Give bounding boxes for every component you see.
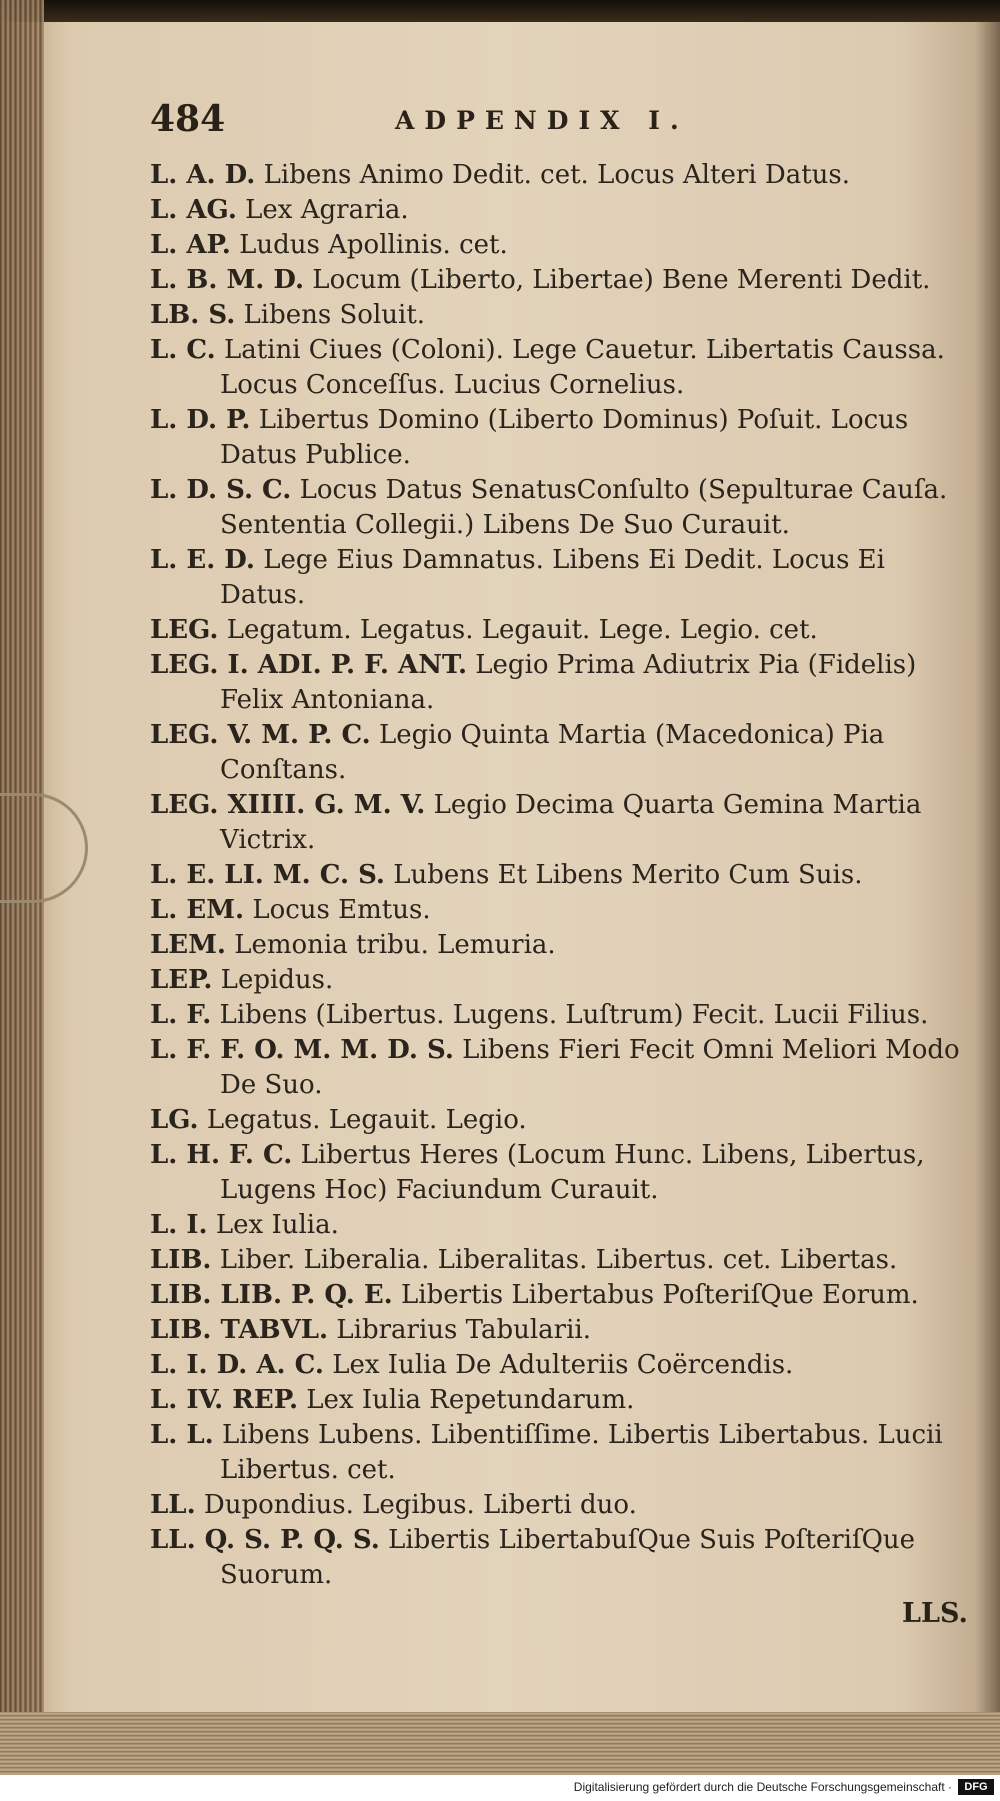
abbreviation-entry bbox=[150, 1313, 970, 1348]
entry-abbreviation: L. D. P. bbox=[150, 405, 251, 435]
entry-expansion: Libens Soluit. bbox=[243, 300, 426, 330]
entry-expansion: Lex Iulia Repetundarum. bbox=[306, 1385, 635, 1415]
entry-abbreviation: L. H. F. C. bbox=[150, 1140, 293, 1170]
abbreviation-entry bbox=[150, 1278, 970, 1313]
abbreviation-entry bbox=[150, 613, 970, 648]
entry-expansion: Librarius Tabularii. bbox=[336, 1315, 591, 1345]
entry-abbreviation: L. L. bbox=[150, 1420, 214, 1450]
entry-abbreviation: LL. bbox=[150, 1490, 196, 1520]
page-top-shadow bbox=[0, 0, 1000, 22]
abbreviation-list bbox=[150, 158, 970, 1593]
abbreviation-entry bbox=[150, 1523, 970, 1593]
entry-abbreviation: LIB. TABVL. bbox=[150, 1315, 329, 1345]
entry-abbreviation: LEG. bbox=[150, 615, 219, 645]
entry-expansion: Libertus Domino (Liberto Dominus) Poſuit. Locus Datus Publice. bbox=[220, 405, 909, 470]
entry-expansion: Lex Iulia. bbox=[215, 1210, 339, 1240]
abbreviation-entry bbox=[150, 298, 970, 333]
entry-expansion: Libertis LibertabuſQue Suis PoſteriſQue Suorum. bbox=[220, 1525, 916, 1590]
abbreviation-entry bbox=[150, 473, 970, 543]
entry-expansion: Lubens Et Libens Merito Cum Suis. bbox=[393, 860, 863, 890]
abbreviation-entry bbox=[150, 963, 970, 998]
abbreviation-entry bbox=[150, 1103, 970, 1138]
abbreviation-entry bbox=[150, 998, 970, 1033]
entry-expansion: Legio Decima Quarta Gemina Martia Victrix. bbox=[220, 790, 922, 855]
abbreviation-entry bbox=[150, 1488, 970, 1523]
entry-abbreviation: L. F. bbox=[150, 1000, 212, 1030]
entry-abbreviation: L. D. S. C. bbox=[150, 475, 292, 505]
abbreviation-entry bbox=[150, 1383, 970, 1418]
abbreviation-entry bbox=[150, 648, 970, 718]
entry-abbreviation: LIB. LIB. P. Q. E. bbox=[150, 1280, 393, 1310]
page-number: 484 bbox=[150, 98, 226, 140]
entry-abbreviation: L. AP. bbox=[150, 230, 231, 260]
dfg-logo: DFG bbox=[958, 1779, 994, 1795]
abbreviation-entry bbox=[150, 1243, 970, 1278]
abbreviation-entry bbox=[150, 263, 970, 298]
abbreviation-entry bbox=[150, 193, 970, 228]
abbreviation-entry bbox=[150, 1348, 970, 1383]
abbreviation-entry bbox=[150, 928, 970, 963]
entry-abbreviation: LB. S. bbox=[150, 300, 236, 330]
entry-abbreviation: LEG. V. M. P. C. bbox=[150, 720, 371, 750]
page-edge-bottom bbox=[0, 1712, 1000, 1775]
entry-abbreviation: L. EM. bbox=[150, 895, 245, 925]
entry-abbreviation: LEP. bbox=[150, 965, 213, 995]
entry-expansion: Libens (Libertus. Lugens. Luſtrum) Fecit. Lucii Filius. bbox=[219, 1000, 929, 1030]
abbreviation-entry bbox=[150, 1138, 970, 1208]
entry-expansion: Legio Prima Adiutrix Pia (Fidelis) Felix Antoniana. bbox=[220, 650, 917, 715]
footer-credit: Digitalisierung gefördert durch die Deutsche Forschungsgemeinschaft · bbox=[573, 1780, 952, 1794]
digitization-footer bbox=[0, 1775, 1000, 1801]
entry-expansion: Latini Ciues (Coloni). Lege Cauetur. Libertatis Caussa. Locus Conceſſus. Lucius Cornelius. bbox=[220, 335, 945, 400]
entry-expansion: Libens Animo Dedit. cet. Locus Alteri Datus. bbox=[263, 160, 850, 190]
entry-expansion: Liber. Liberalia. Liberalitas. Libertus. cet. Libertas. bbox=[219, 1245, 898, 1275]
entry-expansion: Dupondius. Legibus. Liberti duo. bbox=[203, 1490, 637, 1520]
entry-abbreviation: L. C. bbox=[150, 335, 216, 365]
entry-abbreviation: LEM. bbox=[150, 930, 226, 960]
abbreviation-entry bbox=[150, 1418, 970, 1488]
entry-expansion: Libertis Libertabus PoſteriſQue Eorum. bbox=[401, 1280, 919, 1310]
entry-expansion: Lex Iulia De Adulteriis Coërcendis. bbox=[332, 1350, 794, 1380]
entry-expansion: Legatum. Legatus. Legauit. Lege. Legio. cet. bbox=[226, 615, 818, 645]
entry-abbreviation: LIB. bbox=[150, 1245, 212, 1275]
entry-abbreviation: L. IV. REP. bbox=[150, 1385, 299, 1415]
entry-expansion: Libens Fieri Fecit Omni Meliori Modo De Suo. bbox=[220, 1035, 960, 1100]
abbreviation-entry bbox=[150, 403, 970, 473]
entry-abbreviation: L. I. bbox=[150, 1210, 208, 1240]
abbreviation-entry bbox=[150, 1208, 970, 1243]
entry-expansion: Lege Eius Damnatus. Libens Ei Dedit. Locus Ei Datus. bbox=[220, 545, 885, 610]
entry-abbreviation: LEG. XIIII. G. M. V. bbox=[150, 790, 426, 820]
entry-expansion: Libens Lubens. Libentiſſime. Libertis Libertabus. Lucii Libertus. cet. bbox=[220, 1420, 943, 1485]
abbreviation-entry bbox=[150, 788, 970, 858]
bookmark-ribbon bbox=[0, 793, 88, 903]
entry-abbreviation: LG. bbox=[150, 1105, 199, 1135]
entry-expansion: Legatus. Legauit. Legio. bbox=[206, 1105, 527, 1135]
abbreviation-entry bbox=[150, 858, 970, 893]
entry-abbreviation: LEG. I. ADI. P. F. ANT. bbox=[150, 650, 468, 680]
catchword: LLS. bbox=[902, 1598, 968, 1629]
entry-abbreviation: L. E. D. bbox=[150, 545, 255, 575]
entry-abbreviation: LL. Q. S. P. Q. S. bbox=[150, 1525, 380, 1555]
abbreviation-entry bbox=[150, 228, 970, 263]
entry-abbreviation: L. F. F. O. M. M. D. S. bbox=[150, 1035, 454, 1065]
entry-abbreviation: L. AG. bbox=[150, 195, 237, 225]
running-head: ADPENDIX I. bbox=[395, 106, 689, 135]
entry-abbreviation: L. A. D. bbox=[150, 160, 256, 190]
entry-expansion: Locum (Liberto, Libertae) Bene Merenti Dedit. bbox=[312, 265, 931, 295]
abbreviation-entry bbox=[150, 158, 970, 193]
entry-expansion: Ludus Apollinis. cet. bbox=[239, 230, 508, 260]
entry-expansion: Lepidus. bbox=[220, 965, 334, 995]
entry-expansion: Legio Quinta Martia (Macedonica) Pia Conſtans. bbox=[220, 720, 885, 785]
entry-abbreviation: L. I. D. A. C. bbox=[150, 1350, 324, 1380]
abbreviation-entry bbox=[150, 543, 970, 613]
entry-expansion: Libertus Heres (Locum Hunc. Libens, Libertus, Lugens Hoc) Faciundum Curauit. bbox=[220, 1140, 925, 1205]
page-header bbox=[150, 98, 930, 142]
abbreviation-entry bbox=[150, 718, 970, 788]
entry-abbreviation: L. E. LI. M. C. S. bbox=[150, 860, 385, 890]
entry-abbreviation: L. B. M. D. bbox=[150, 265, 305, 295]
abbreviation-entry bbox=[150, 1033, 970, 1103]
entry-expansion: Lex Agraria. bbox=[245, 195, 409, 225]
entry-expansion: Lemonia tribu. Lemuria. bbox=[234, 930, 556, 960]
abbreviation-entry bbox=[150, 333, 970, 403]
entry-expansion: Locus Emtus. bbox=[252, 895, 431, 925]
abbreviation-entry bbox=[150, 893, 970, 928]
entry-expansion: Locus Datus SenatusConſulto (Sepulturae Cauſa. Sententia Collegii.) Libens De Suo Curauit. bbox=[220, 475, 948, 540]
